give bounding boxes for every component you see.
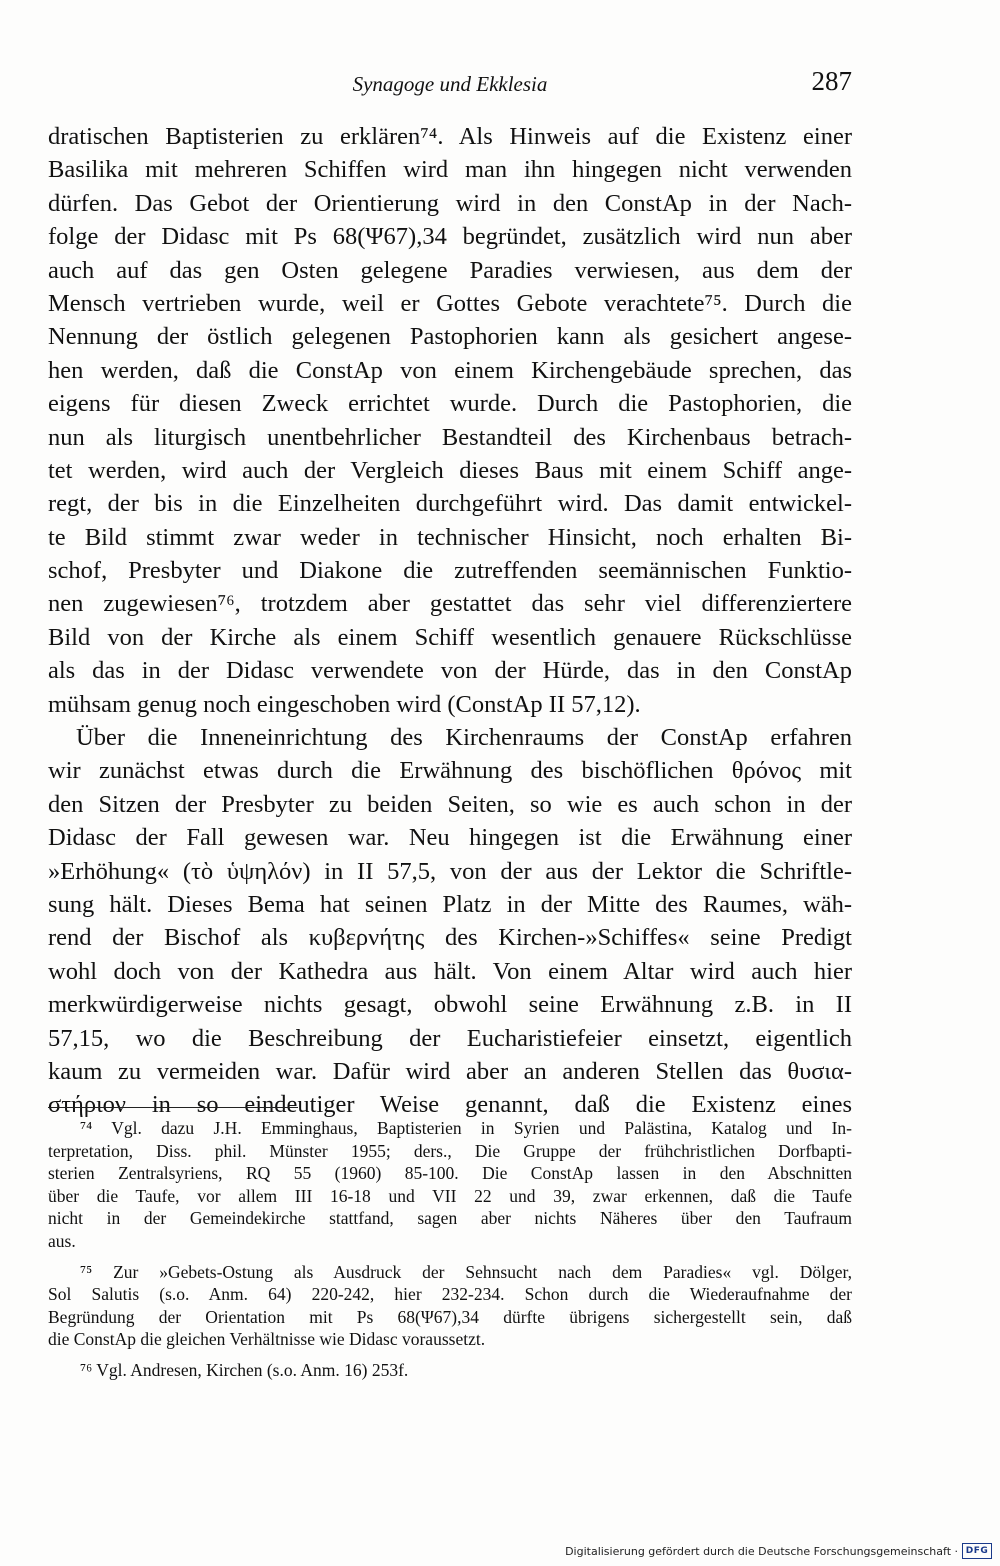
footnote-rule [48,1107,298,1108]
text-line: nun als liturgisch unentbehrlicher Bestandteil des Kirchenbaus betrach- [48,423,852,451]
text-line: rend der Bischof als κυβερνήτης des Kirchen-»Schiffes« seine Predigt [48,924,852,952]
footnote-line: Begründung der Orientation mit Ps 68(Ψ67),34 dürfte übrigens sichergestellt sein, daß [48,1306,852,1327]
page-number: 287 [811,66,852,96]
dfg-logo-icon: DFG [962,1543,992,1559]
text-line: »Erhöhung« (τὸ ὑψηλόν) in II 57,5, von der aus der Lektor die Schriftle- [48,857,852,885]
running-head [48,68,852,102]
text-line: folge der Didasc mit Ps 68(Ψ67),34 begründet, zusätzlich wird nun aber [48,223,852,251]
text-line: Mensch vertrieben wurde, weil er Gottes Gebote verachtete⁷⁵. Durch die [48,289,852,317]
footnote-line: sterien Zentralsyriens, RQ 55 (1960) 85-100. Die ConstAp lassen in den Abschnitten [48,1163,852,1184]
text-line: als das in der Didasc verwendete von der Hürde, das in den ConstAp [48,657,852,685]
text-line: regt, der bis in die Einzelheiten durchgeführt wird. Das damit entwickel- [48,490,852,518]
text-line: eigens für diesen Zweck errichtet wurde. Durch die Pastophorien, die [48,390,852,418]
text-line: Nennung der östlich gelegenen Pastophorien kann als gesichert angese- [48,323,852,351]
text-line: dürfen. Das Gebot der Orientierung wird in den ConstAp in der Nach- [48,189,852,217]
footnote-74 [48,1117,852,1253]
footnote-75 [48,1261,852,1351]
footnote-line: ⁷⁶ Vgl. Andresen, Kirchen (s.o. Anm. 16) 253f. [80,1359,409,1380]
text-line: kaum zu vermeiden war. Dafür wird aber an anderen Stellen das θυσια- [48,1057,852,1085]
text-line: wir zunächst etwas durch die Erwähnung des bischöflichen θρόνος mit [48,757,852,785]
footnote-line: über die Taufe, vor allem III 16-18 und VII 22 und 39, zwar erkennen, daß die Taufe [48,1185,852,1206]
footnote-line: aus. [48,1230,76,1251]
footnote-line: ⁷⁵ Zur »Gebets-Ostung als Ausdruck der Sehnsucht nach dem Paradies« vgl. Dölger, [80,1261,852,1282]
text-line: den Sitzen der Presbyter zu beiden Seiten, so wie es auch schon in der [48,790,852,818]
footnote-line: ⁷⁴ Vgl. dazu J.H. Emminghaus, Baptisterien in Syrien und Palästina, Katalog und In- [80,1118,852,1138]
text-line: Basilika mit mehreren Schiffen wird man ihn hingegen nicht verwenden [48,156,852,184]
text-line: merkwürdigerweise nichts gesagt, obwohl seine Erwähnung z.B. in II [48,991,852,1019]
credit-text: Digitalisierung gefördert durch die Deutsche Forschungsgemeinschaft · [565,1544,958,1558]
footnote-line: nicht in der Gemeindekirche stattfand, sagen aber nichts Näheres über den Taufraum [48,1208,852,1229]
text-line: Bild von der Kirche als einem Schiff wesentlich genauere Rückschlüsse [48,623,852,651]
footnote-gap [48,1351,852,1359]
digitization-credit [565,1542,992,1560]
footnotes [48,1117,852,1382]
footnote-line: terpretation, Diss. phil. Münster 1955; ders., Die Gruppe der frühchristlichen Dorfbapti- [48,1140,852,1161]
text-line: sung hält. Dieses Bema hat seinen Platz in der Mitte des Raumes, wäh- [48,890,852,918]
text-line: auch auf das gen Osten gelegene Paradies verwiesen, aus dem der [48,256,852,284]
text-line: nen zugewiesen⁷⁶, trotzdem aber gestattet das sehr viel differenziertere [48,590,852,618]
body-text [48,120,852,1122]
text-line: στήριον in so eindeutiger Weise genannt, daß die Existenz eines [48,1091,852,1119]
footnote-76 [48,1359,852,1382]
text-line: schof, Presbyter und Diakone die zutreffenden seemännischen Funktio- [48,557,852,585]
text-line: te Bild stimmt zwar weder in technischer Hinsicht, noch erhalten Bi- [48,523,852,551]
text-line: Didasc der Fall gewesen war. Neu hingegen ist die Erwähnung einer [48,824,852,852]
footnote-line: Sol Salutis (s.o. Anm. 64) 220-242, hier 232-234. Schon durch die Wiederaufnahme der [48,1284,852,1305]
footnote-line: die ConstAp die gleichen Verhältnisse wie Didasc voraussetzt. [48,1329,486,1350]
text-line: dratischen Baptisterien zu erklären⁷⁴. Als Hinweis auf die Existenz einer [48,123,852,150]
text-line: mühsam genug noch eingeschoben wird (ConstAp II 57,12). [48,690,641,718]
text-line-paragraph-start: Über die Inneneinrichtung des Kirchenraums der ConstAp erfahren [76,724,852,752]
text-line: hen werden, daß die ConstAp von einem Kirchengebäude sprechen, das [48,356,852,384]
footnote-gap [48,1253,852,1261]
running-title: Synagoge und Ekklesia [352,72,548,96]
text-line: 57,15, wo die Beschreibung der Eucharistiefeier einsetzt, eigentlich [48,1024,852,1052]
text-line: wohl doch von der Kathedra aus hält. Von einem Altar wird auch hier [48,957,852,985]
text-line: tet werden, wird auch der Vergleich dieses Baus mit einem Schiff ange- [48,456,852,484]
